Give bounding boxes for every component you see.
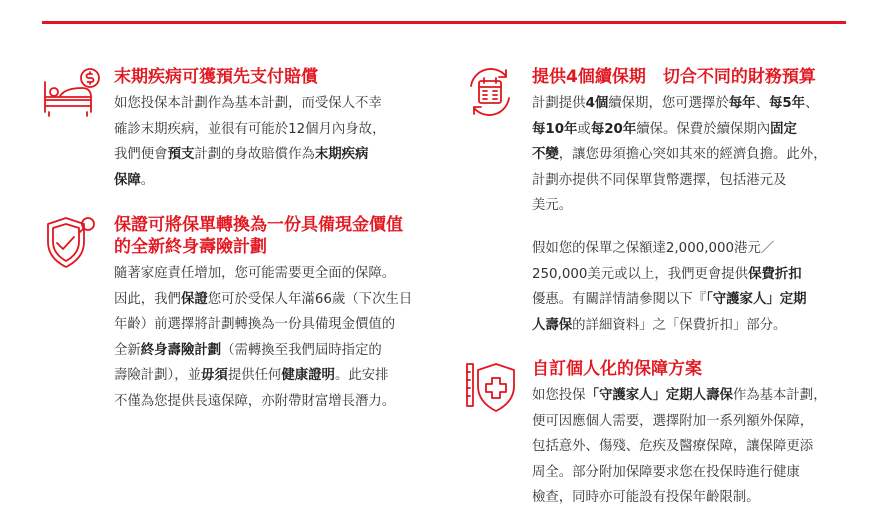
emphasis-text: 保障 bbox=[114, 172, 141, 188]
section-body bbox=[114, 261, 412, 414]
emphasis-text: 固定 bbox=[770, 121, 797, 137]
body-line: 優惠。有關詳情請參閱以下『「守護家人」定期 bbox=[532, 292, 807, 307]
calendar-renew-icon bbox=[462, 64, 518, 120]
body-line: 確診末期疾病，並很有可能於12個月內身故， bbox=[114, 121, 386, 137]
section-title: 末期疾病可獲預先支付賠償 bbox=[114, 67, 318, 87]
body-line: 如您投保本計劃作為基本計劃，而受保人不幸 bbox=[114, 96, 382, 111]
emphasis-text: 終身壽險計劃 bbox=[140, 342, 222, 358]
emphasis-text: 健康證明 bbox=[281, 368, 335, 383]
body-line: 美元。 bbox=[532, 198, 573, 213]
body-line: 保障。 bbox=[114, 172, 155, 188]
body-line: 包括意外、傷殘、危疾及醫療保障，讓保障更添 bbox=[532, 439, 814, 454]
section-body bbox=[532, 91, 827, 219]
body-line: 計劃提供4個續保期，您可選擇於每年、每5年、 bbox=[532, 96, 819, 111]
body-line: 每10年或每20年續保。保費於續保期內固定 bbox=[532, 121, 797, 137]
hospital-bed-money-icon bbox=[40, 64, 104, 124]
body-line: 250,000美元或以上，我們更會提供保費折扣 bbox=[532, 266, 802, 282]
emphasis-text: 每10年 bbox=[532, 121, 578, 137]
emphasis-text: 「守護家人」定期 bbox=[706, 292, 807, 307]
emphasis-text: 人壽保 bbox=[532, 317, 573, 333]
section-title: 提供4個續保期 切合不同的財務預算 bbox=[532, 67, 816, 87]
body-line: 如您投保「守護家人」定期人壽保作為基本計劃， bbox=[532, 388, 827, 403]
emphasis-text: 每20年 bbox=[590, 121, 637, 137]
emphasis-text: 保費折扣 bbox=[748, 266, 802, 282]
section-title-line-2: 的全新終身壽險計劃 bbox=[114, 237, 267, 257]
body-line: 檢查，同時亦可能設有投保年齡限制。 bbox=[532, 490, 760, 505]
emphasis-text: 保證 bbox=[180, 291, 208, 307]
section-title bbox=[114, 214, 403, 258]
body-line: 隨著家庭責任增加，您可能需要更全面的保障。 bbox=[114, 266, 396, 281]
emphasis-text: 不變 bbox=[532, 147, 559, 162]
body-line: 年齡）前選擇將計劃轉換為一份具備現金價值的 bbox=[114, 317, 396, 332]
body-line: 全新終身壽險計劃（需轉換至我們屆時指定的 bbox=[114, 342, 382, 358]
medical-shield-icon bbox=[462, 356, 522, 416]
body-line: 假如您的保單之保額達2,000,000港元／ bbox=[532, 241, 775, 256]
body-line: 因此，我們保證您可於受保人年滿66歲（下次生日 bbox=[114, 291, 413, 307]
emphasis-text: 每年 bbox=[728, 96, 756, 111]
emphasis-text: 4個 bbox=[585, 96, 609, 111]
section-body bbox=[532, 383, 827, 511]
top-red-rule bbox=[42, 21, 846, 24]
section-body-discount bbox=[532, 236, 807, 338]
body-line: 便可因應個人需要，選擇附加一系列額外保障， bbox=[532, 413, 814, 429]
shield-check-icon bbox=[40, 212, 102, 272]
body-line: 人壽保的詳細資料」之「保費折扣」部分。 bbox=[532, 317, 787, 333]
emphasis-text: 毋須 bbox=[201, 368, 228, 383]
emphasis-text: 末期疾病 bbox=[314, 147, 369, 162]
section-body bbox=[114, 91, 385, 193]
section-title-line-1: 保證可將保單轉換為一份具備現金價值 bbox=[114, 215, 403, 235]
body-line: 壽險計劃），並毋須提供任何健康證明。此安排 bbox=[114, 368, 389, 383]
body-line: 不變，讓您毋須擔心突如其來的經濟負擔。此外， bbox=[532, 147, 827, 162]
section-title: 自訂個人化的保障方案 bbox=[532, 359, 702, 379]
emphasis-text: 「守護家人」定期人壽保 bbox=[585, 388, 733, 403]
body-line: 不僅為您提供長遠保障，亦附帶財富增長潛力。 bbox=[114, 393, 396, 409]
body-line: 計劃亦提供不同保單貨幣選擇，包括港元及 bbox=[532, 172, 787, 188]
body-line: 我們便會預支計劃的身故賠償作為末期疾病 bbox=[114, 147, 369, 162]
emphasis-text: 預支 bbox=[167, 147, 195, 162]
emphasis-text: 每5年 bbox=[768, 96, 806, 111]
body-line: 周全。部分附加保障要求您在投保時進行健康 bbox=[532, 464, 800, 480]
